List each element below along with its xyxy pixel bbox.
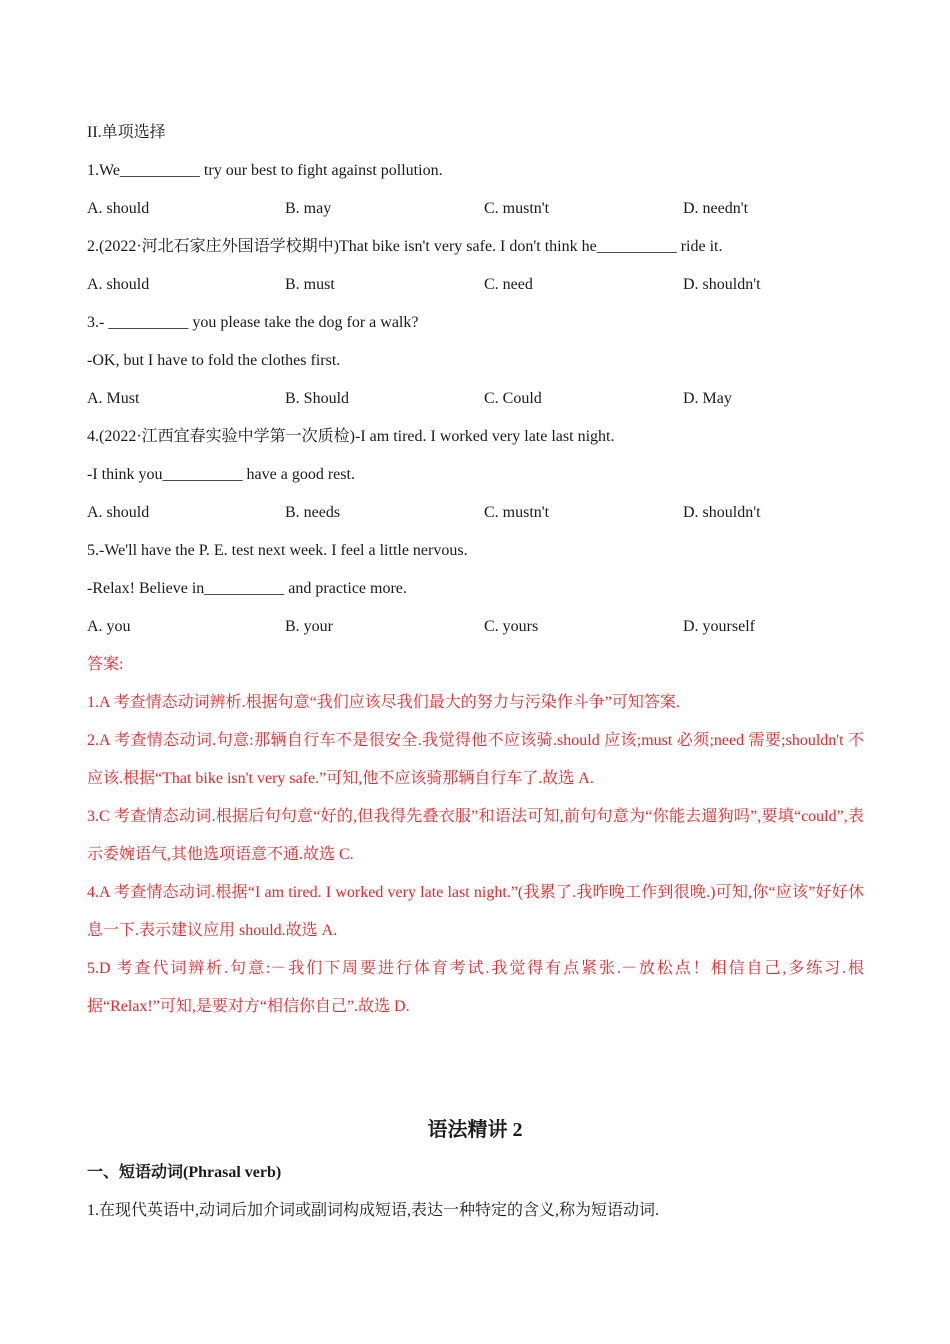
question-1-option-a: A. should xyxy=(87,200,150,217)
answers-label: 答案: xyxy=(87,656,124,673)
question-1-option-c: C. mustn't xyxy=(484,200,550,217)
question-5-stem: 5.-We'll have the P. E. test next week. I feel a little nervous. xyxy=(87,542,468,559)
answer-4: 4.A 考查情态动词.根据“I am tired. I worked very late last night.”(我累了.我昨晚工作到很晚.)可知,你“应该”好好休息一下.表示建议应用 should.故选 A. xyxy=(87,884,864,939)
question-4-option-c: C. mustn't xyxy=(484,504,550,521)
question-3-option-d: D. May xyxy=(683,390,732,407)
question-3-stem: 3.- __________ you please take the dog for a walk? xyxy=(87,314,419,331)
question-3-option-c: C. Could xyxy=(484,390,542,407)
question-5-option-d: D. yourself xyxy=(683,618,755,635)
question-3-option-a: A. Must xyxy=(87,390,140,407)
question-1-option-d: D. needn't xyxy=(683,200,749,217)
question-4-stem: 4.(2022·江西宜春实验中学第一次质检)-I am tired. I worked very late last night. xyxy=(87,428,615,445)
question-4-option-d: D. shouldn't xyxy=(683,504,761,521)
question-5-option-b: B. your xyxy=(285,618,333,635)
question-2-option-d: D. shouldn't xyxy=(683,276,761,293)
question-3-reply: -OK, but I have to fold the clothes first. xyxy=(87,352,341,369)
question-2-option-a: A. should xyxy=(87,276,150,293)
question-2-option-b: B. must xyxy=(285,276,335,293)
section-heading: II.单项选择 xyxy=(87,124,166,141)
body-text: 1.在现代英语中,动词后加介词或副词构成短语,表达一种特定的含义,称为短语动词. xyxy=(87,1202,660,1219)
grammar-title: 语法精讲 2 xyxy=(427,1119,523,1141)
question-5-option-a: A. you xyxy=(87,618,131,635)
question-2-stem: 2.(2022·河北石家庄外国语学校期中)That bike isn't very safe. I don't think he__________ ride it. xyxy=(87,238,723,255)
question-1-option-b: B. may xyxy=(285,200,332,217)
question-5-reply: -Relax! Believe in__________ and practice more. xyxy=(87,580,407,597)
question-2-option-c: C. need xyxy=(484,276,533,293)
question-1-stem: 1.We__________ try our best to fight against pollution. xyxy=(87,162,443,179)
question-4-option-b: B. needs xyxy=(285,504,341,521)
question-3-option-b: B. Should xyxy=(285,390,350,407)
answer-3: 3.C 考查情态动词.根据后句句意“好的,但我得先叠衣服”和语法可知,前句句意为“你能去遛狗吗”,要填“could”,表示委婉语气,其他选项语意不通.故选 C. xyxy=(87,808,864,863)
answer-2: 2.A 考查情态动词.句意:那辆自行车不是很安全.我觉得他不应该骑.should 应该;must 必须;need 需要;shouldn't 不应该.根据“That bike isn't very safe.”可知,他不应该骑那辆自行车了.故选 A. xyxy=(87,732,864,787)
question-5-option-c: C. yours xyxy=(484,618,539,635)
question-4-option-a: A. should xyxy=(87,504,150,521)
subheading: 一、短语动词(Phrasal verb) xyxy=(87,1164,282,1181)
question-4-reply: -I think you__________ have a good rest. xyxy=(87,466,355,483)
answer-1: 1.A 考查情态动词辨析.根据句意“我们应该尽我们最大的努力与污染作斗争”可知答案. xyxy=(87,694,680,711)
answer-5: 5.D 考查代词辨析.句意:－我们下周要进行体育考试.我觉得有点紧张.－放松点！相信自己,多练习.根据“Relax!”可知,是要对方“相信你自己”.故选 D. xyxy=(87,960,864,1015)
